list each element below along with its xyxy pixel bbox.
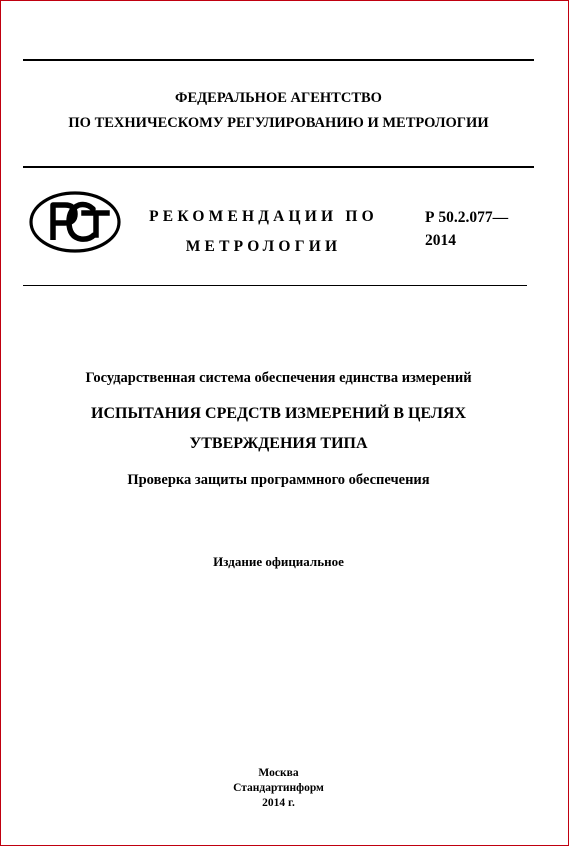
document-code-line-2: 2014 <box>425 232 456 249</box>
thin-divider <box>23 285 527 286</box>
subtitle: Проверка защиты программного обеспечения <box>127 472 430 488</box>
rst-mark-icon <box>29 191 121 253</box>
edition-label: Издание официальное <box>213 554 344 569</box>
system-title: Государственная система обеспечения единства измерений <box>85 370 472 386</box>
document-code-line-1: Р 50.2.077— <box>425 209 509 226</box>
agency-line-1: ФЕДЕРАЛЬНОЕ АГЕНТСТВО <box>175 90 382 106</box>
main-title-line-2: УТВЕРЖДЕНИЯ ТИПА <box>189 435 368 452</box>
imprint-city: Москва <box>258 767 299 779</box>
top-divider <box>23 59 534 61</box>
imprint-year: 2014 г. <box>262 797 295 809</box>
main-title-line-1: ИСПЫТАНИЯ СРЕДСТВ ИЗМЕРЕНИЙ В ЦЕЛЯХ <box>91 405 466 422</box>
designation-title-line-2: МЕТРОЛОГИИ <box>185 238 342 255</box>
middle-divider <box>23 166 534 168</box>
imprint-publisher: Стандартинформ <box>233 782 324 794</box>
agency-line-2: ПО ТЕХНИЧЕСКОМУ РЕГУЛИРОВАНИЮ И МЕТРОЛОГИИ <box>68 115 489 131</box>
designation-title-line-1: РЕКОМЕНДАЦИИ ПО <box>149 208 378 225</box>
